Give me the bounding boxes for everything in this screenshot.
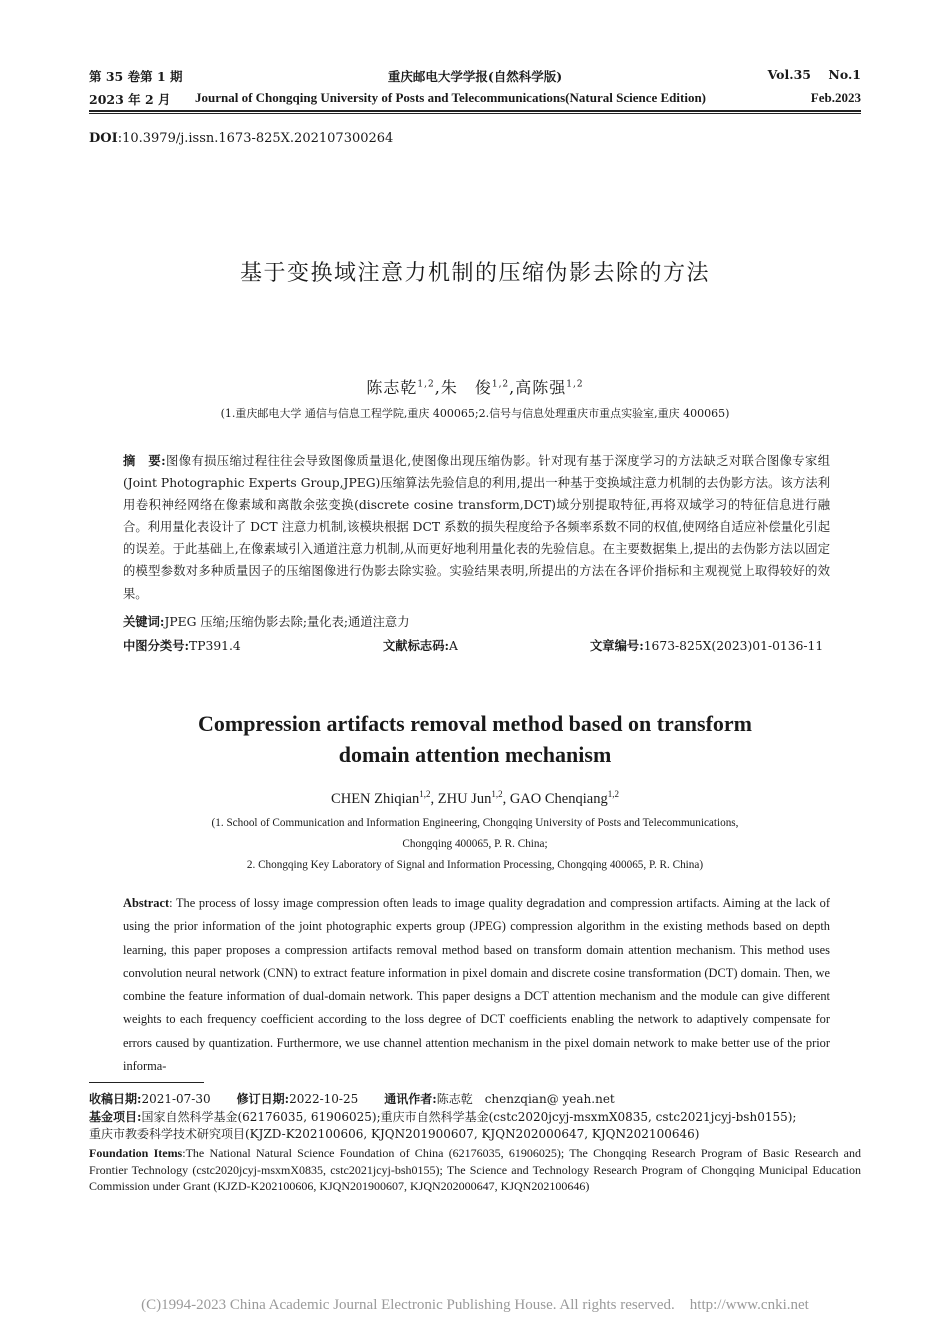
paper-title-en-line1: Compression artifacts removal method based on transform xyxy=(197,711,753,736)
paper-title-cn: 基于变换域注意力机制的压缩伪影去除的方法 xyxy=(239,261,710,286)
author-name-en: CHEN Zhiqian xyxy=(331,791,420,807)
abstract-en xyxy=(123,892,830,1078)
doc-code-value: A xyxy=(449,639,458,653)
author-affil-sup: 1,2 xyxy=(491,789,503,800)
author-affil-sup: 1,2 xyxy=(566,379,584,390)
keywords-cn xyxy=(123,612,410,630)
corresponding-author: 陈志乾 chenzqian@ yeah.net xyxy=(436,1092,615,1106)
affiliation-en-line1: (1. School of Communication and Information Engineering, Chongqing University of Posts and Telecommunications, xyxy=(211,817,739,829)
abstract-cn xyxy=(123,450,830,605)
doi xyxy=(89,131,393,146)
keywords-cn-label: 关键词: xyxy=(123,614,165,629)
header-volume-issue-cn: 第 35 卷第 1 期 xyxy=(89,69,183,84)
paper-title-en-line2: domain attention mechanism xyxy=(338,742,612,767)
received-label: 收稿日期: xyxy=(89,1092,142,1106)
clc-label: 中图分类号: xyxy=(123,638,190,653)
doi-value[interactable]: 10.3979/j.issn.1673-825X.202107300264 xyxy=(122,131,394,146)
author-affil-sup: 1,2 xyxy=(417,379,435,390)
fund-en-label: Foundation Items xyxy=(89,1146,183,1160)
article-number-value: 1673-825X(2023)01-0136-11 xyxy=(643,639,824,653)
footnote-rule xyxy=(89,1082,204,1083)
abstract-cn-label: 摘 要: xyxy=(123,453,166,468)
author-sep: , xyxy=(509,378,516,397)
fund-en-text: The National Natural Science Foundation of China (62176035, 61906025); The Chongqing Research Program of Basic Research and Frontier Technology (cstc2020jcyj-msxmX0835, cstc2021jcyj-bsh0155); The Science and Technology Research Program of Chongqing Municipal Education Commission under Grant (KJZD-K202100606, KJQN201900607, KJQN202000647, KJQN202100646) xyxy=(89,1146,861,1193)
abstract-en-label: Abstract xyxy=(123,896,170,910)
doc-code xyxy=(383,636,458,654)
revised-label: 修订日期: xyxy=(236,1092,290,1106)
revised-date: 2022-10-25 xyxy=(289,1092,359,1106)
clc-value: TP391.4 xyxy=(189,639,241,653)
header-date-en: Feb.2023 xyxy=(810,90,861,105)
received-date: 2021-07-30 xyxy=(141,1092,211,1106)
doc-code-label: 文献标志码: xyxy=(383,638,450,653)
fund-line1: 国家自然科学基金(62176035, 61906025);重庆市自然科学基金(cstc2020jcyj-msxmX0835, cstc2021jcyj-bsh0155); xyxy=(141,1110,797,1124)
header-volume-issue-en: Vol.35 No.1 xyxy=(767,67,861,82)
author-affil-sup: 1,2 xyxy=(607,789,619,800)
author-name-cn: 陈志乾 xyxy=(366,378,418,397)
author-affil-sup: 1,2 xyxy=(419,789,431,800)
footnote-fund-cn xyxy=(89,1109,861,1142)
keywords-cn-text: JPEG 压缩;压缩伪影去除;量化表;通道注意力 xyxy=(164,615,410,629)
footnote-dates xyxy=(89,1091,861,1108)
header-rule-thin xyxy=(89,113,861,114)
paper-title-en xyxy=(0,708,950,770)
author-name-cn: 朱 俊 xyxy=(440,378,492,397)
author-list-cn xyxy=(0,375,950,398)
author-sep: , xyxy=(502,791,510,807)
affiliation-cn: (1.重庆邮电大学 通信与信息工程学院,重庆 400065;2.信号与信息处理重庆市重点实验室,重庆 400065) xyxy=(220,407,730,420)
affiliation-en-line2: Chongqing 400065, P. R. China; xyxy=(402,838,548,850)
author-list-en xyxy=(0,791,950,808)
fund-line2: 重庆市教委科学技术研究项目(KJZD-K202100606, KJQN201900607, KJQN202000647, KJQN202100646) xyxy=(89,1126,700,1141)
author-name-cn: 高陈强 xyxy=(515,378,567,397)
fund-en-sep: : xyxy=(182,1146,186,1160)
author-name-en: GAO Chenqiang xyxy=(509,791,608,807)
fund-label: 基金项目: xyxy=(89,1110,142,1124)
author-sep: , xyxy=(430,791,438,807)
abstract-en-sep: : xyxy=(169,896,176,910)
clc-number xyxy=(123,636,241,654)
author-sep: , xyxy=(434,378,441,397)
author-affil-sup: 1,2 xyxy=(491,379,510,390)
header-rule-thick xyxy=(89,110,861,112)
footnote-fund-en xyxy=(89,1145,861,1195)
header-date-cn: 2023 年 2 月 xyxy=(89,92,171,107)
copyright-watermark: (C)1994-2023 China Academic Journal Electronic Publishing House. All rights reserved. http://www.cnki.net xyxy=(141,1297,809,1313)
author-name-en: ZHU Jun xyxy=(437,791,492,807)
header-journal-cn: 重庆邮电大学学报(自然科学版) xyxy=(387,69,563,84)
doi-label: DOI xyxy=(89,131,118,146)
header-journal-en: Journal of Chongqing University of Posts and Telecommunications(Natural Science Edition) xyxy=(195,90,707,105)
corresponding-label: 通讯作者: xyxy=(384,1092,437,1106)
abstract-en-text: The process of lossy image compression often leads to image quality degradation and compression artifacts. Aiming at the lack of using the prior information of the joint photographic experts group (JPEG) compression algorithm in the existing methods based on depth learning, this paper proposes a compression artifacts removal method based on transform domain attention mechanism. This method uses convolution neural network (CNN) to extract feature information in pixel domain and discrete cosine transformation (DCT) domain. Then, we combine the feature information of dual-domain network. This paper designs a DCT attention mechanism and the module can give different weights to each frequency coefficient according to the loss degree of DCT coefficients enabling the network to adaptively compensate for errors caused by quantization. Furthermore, we use channel attention mechanism in the pixel domain network to make better use of the prior informa- xyxy=(123,896,830,1074)
article-number-label: 文章编号: xyxy=(590,638,644,653)
affiliation-en-line3: 2. Chongqing Key Laboratory of Signal and Information Processing, Chongqing 400065, P. R. China) xyxy=(246,859,704,871)
doi-sep: : xyxy=(117,131,123,146)
article-number xyxy=(590,636,823,654)
abstract-cn-text: 图像有损压缩过程往往会导致图像质量退化,使图像出现压缩伪影。针对现有基于深度学习的方法缺乏对联合图像专家组(Joint Photographic Experts Group,JPEG)压缩算法先验信息的利用,提出一种基于变换域注意力机制的去伪影方法。该方法利用卷积神经网络在像素域和离散余弦变换(discrete cosine transform,DCT)域分别提取特征,再将双域学习的特征信息进行融合。利用量化表设计了 DCT 注意力机制,该模块根据 DCT 系数的损失程度给予各频率系数不同的权值,使网络自适应补偿量化引起的误差。于此基础上,在像素域引入通道注意力机制,从而更好地利用量化表的先验信息。在主要数据集上,提出的去伪影方法以固定的模型参数对多种质量因子的压缩图像进行伪影去除实验。实验结果表明,所提出的方法在各评价指标和主观视觉上取得较好的效果。 xyxy=(123,454,830,601)
